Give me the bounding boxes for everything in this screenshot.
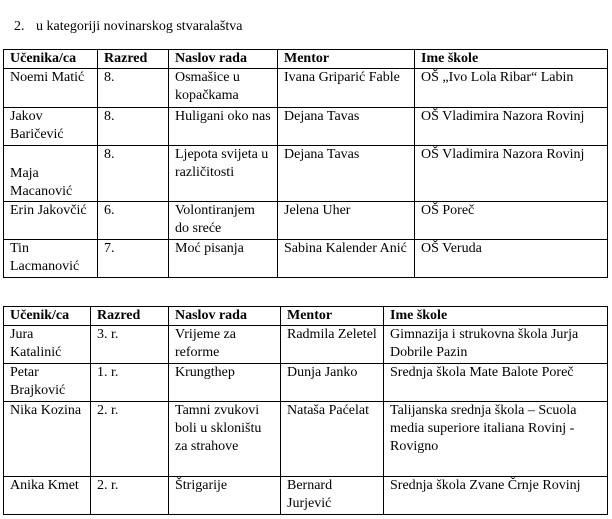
header-student: Učenik/ca [4,307,91,326]
cell-student: Maja Macanović [4,146,98,202]
table-row [4,69,608,108]
header-school: Ime škole [415,50,608,69]
table-row [4,240,608,278]
cell-grade: 8. [98,108,169,146]
cell-student: Tin Lacmanović [4,240,98,278]
cell-mentor: Sabina Kalender Anić [278,240,415,278]
cell-title: Vrijeme za reforme [169,326,281,364]
cell-title: Moć pisanja [169,240,278,278]
cell-grade: 7. [98,240,169,278]
cell-grade: 8. [98,69,169,108]
primary-school-table [3,49,608,278]
cell-student: Nika Kozina [4,402,91,477]
cell-title: Štrigarije [169,477,281,515]
section-number: 2. [14,19,25,34]
secondary-school-table [3,306,608,515]
cell-student: Jura Katalinić [4,326,91,364]
cell-mentor: Ivana Griparić Fable [278,69,415,108]
cell-school: Srednja škola Mate Balote Poreč [384,364,608,402]
cell-mentor: Dejana Tavas [278,108,415,146]
cell-grade: 8. [98,146,169,202]
cell-mentor: Radmila Zeletel [281,326,384,364]
cell-grade: 3. r. [91,326,169,364]
header-mentor: Mentor [278,50,415,69]
header-mentor: Mentor [281,307,384,326]
table-row [4,326,608,364]
header-grade: Razred [91,307,169,326]
cell-mentor: Nataša Paćelat [281,402,384,477]
cell-student: Jakov Baričević [4,108,98,146]
header-school: Ime škole [384,307,608,326]
table-header-row [4,50,608,69]
cell-title: Ljepota svijeta u različitosti [169,146,278,202]
table-row [4,202,608,240]
table-row [4,364,608,402]
cell-school: Gimnazija i strukovna škola Jurja Dobrile Pazin [384,326,608,364]
section-title: u kategoriji novinarskog stvaralaštva [36,19,243,34]
cell-mentor: Jelena Uher [278,202,415,240]
section-heading [14,18,242,36]
cell-title: Krungthep [169,364,281,402]
table-row [4,402,608,477]
cell-mentor: Bernard Jurjević [281,477,384,515]
cell-student: Noemi Matić [4,69,98,108]
cell-student: Petar Brajković [4,364,91,402]
cell-school: OŠ Vladimira Nazora Rovinj [415,146,608,202]
table-header-row [4,307,608,326]
header-grade: Razred [98,50,169,69]
cell-school: Talijanska srednja škola – Scuola media superiore italiana Rovinj - Rovigno [384,402,608,477]
cell-school: OŠ Veruda [415,240,608,278]
cell-title: Tamni zvukovi boli u skloništu za strahove [169,402,281,477]
cell-school: OŠ „Ivo Lola Ribar“ Labin [415,69,608,108]
cell-school: OŠ Vladimira Nazora Rovinj [415,108,608,146]
cell-grade: 2. r. [91,402,169,477]
header-student: Učenika/ca [4,50,98,69]
cell-school: Srednja škola Zvane Črnje Rovinj [384,477,608,515]
header-title: Naslov rada [169,307,281,326]
cell-grade: 2. r. [91,477,169,515]
cell-title: Osmašice u kopačkama [169,69,278,108]
cell-title: Huligani oko nas [169,108,278,146]
cell-school: OŠ Poreč [415,202,608,240]
cell-title: Volontiranjem do sreće [169,202,278,240]
table-row [4,108,608,146]
cell-mentor: Dejana Tavas [278,146,415,202]
cell-mentor: Dunja Janko [281,364,384,402]
table-row [4,477,608,515]
cell-student: Anika Kmet [4,477,91,515]
cell-grade: 1. r. [91,364,169,402]
table-row [4,146,608,202]
cell-student: Erin Jakovčić [4,202,98,240]
cell-grade: 6. [98,202,169,240]
header-title: Naslov rada [169,50,278,69]
